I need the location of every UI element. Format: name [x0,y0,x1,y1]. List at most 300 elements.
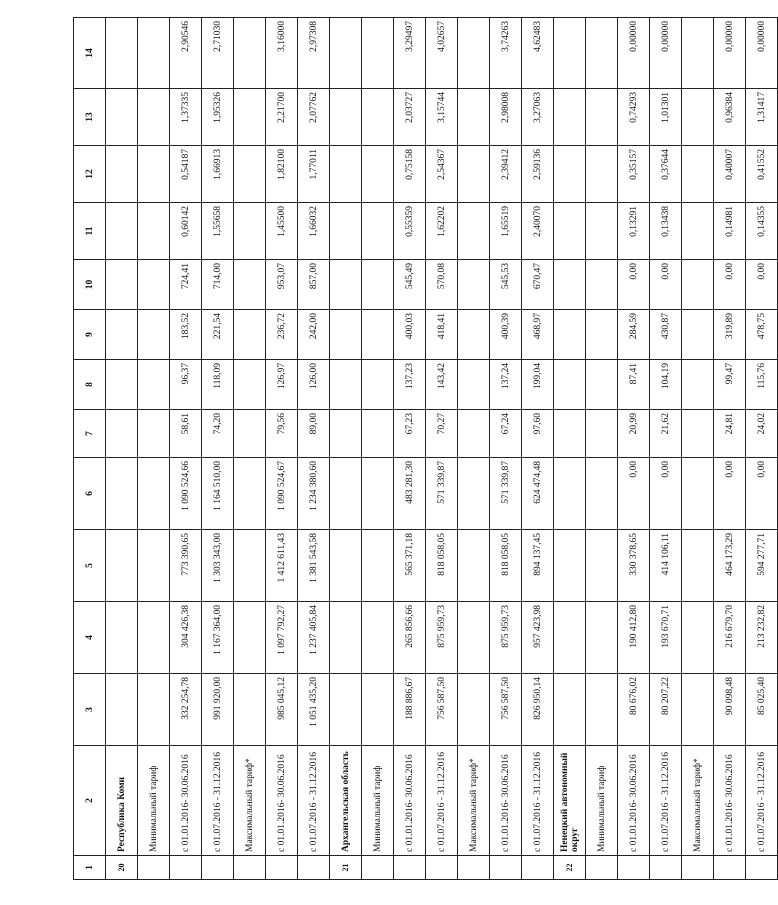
value-cell: 118,09 [202,360,234,410]
value-cell: 2,03727 [394,89,426,146]
value-cell: 1,95326 [202,89,234,146]
value-cell: 0,54187 [170,146,202,203]
empty-cell [586,203,618,260]
empty-cell [458,410,490,458]
column-number-header: 2 [74,746,106,856]
value-cell: 2,71030 [202,18,234,89]
empty-cell [362,18,394,89]
empty-cell [330,410,362,458]
empty-cell [330,18,362,89]
value-cell: 199,04 [522,360,554,410]
value-cell: 826 950,14 [522,674,554,746]
value-cell: 242,00 [298,310,330,360]
empty-cell [586,360,618,410]
empty-cell [234,260,266,310]
value-cell: 265 856,66 [394,602,426,674]
empty-cell [458,89,490,146]
value-cell: 468,97 [522,310,554,360]
empty-cell [586,146,618,203]
period-label: с 01.07.2016 - 31.12.2016 [650,746,682,856]
empty-cell [714,856,746,880]
empty-cell [362,458,394,530]
empty-cell [234,203,266,260]
value-cell: 2,54367 [426,146,458,203]
value-cell: 714,00 [202,260,234,310]
value-cell: 319,89 [714,310,746,360]
column-number-header: 8 [74,360,106,410]
tariff-type-row [458,18,490,880]
value-cell: 20,99 [618,410,650,458]
header-row [74,18,106,880]
value-cell: 284,59 [618,310,650,360]
empty-cell [330,203,362,260]
period-label: с 01.01.2016- 30.06.2016 [490,746,522,856]
value-cell: 0,00 [746,260,778,310]
value-cell: 1 237 405,84 [298,602,330,674]
tariff-type-row [682,18,714,880]
empty-cell [458,146,490,203]
empty-cell [586,260,618,310]
value-cell: 1 090 524,66 [170,458,202,530]
empty-cell [362,674,394,746]
value-cell: 991 920,00 [202,674,234,746]
empty-cell [138,602,170,674]
value-cell: 97,60 [522,410,554,458]
value-cell: 545,53 [490,260,522,310]
empty-cell [330,89,362,146]
value-cell: 1,66032 [298,203,330,260]
value-cell: 126,97 [266,360,298,410]
empty-cell [330,260,362,310]
value-cell: 183,52 [170,310,202,360]
value-cell: 400,03 [394,310,426,360]
empty-cell [458,360,490,410]
empty-cell [330,360,362,410]
empty-cell [106,458,138,530]
value-cell: 0,00000 [746,18,778,89]
period-label: с 01.07.2016 - 31.12.2016 [298,746,330,856]
value-cell: 2,90546 [170,18,202,89]
empty-cell [458,856,490,880]
column-number-header: 1 [74,856,106,880]
table-row [266,18,298,880]
column-number-header: 6 [74,458,106,530]
table-row [426,18,458,880]
empty-cell [682,260,714,310]
value-cell: 0,00000 [618,18,650,89]
empty-cell [554,146,586,203]
value-cell: 818 058,05 [426,530,458,602]
period-label: с 01.01.2016- 30.06.2016 [266,746,298,856]
empty-cell [106,18,138,89]
value-cell: 67,23 [394,410,426,458]
period-label: с 01.01.2016- 30.06.2016 [394,746,426,856]
value-cell: 953,07 [266,260,298,310]
tariff-type-label: Максимальный тариф* [682,746,714,856]
empty-cell [554,674,586,746]
value-cell: 724,41 [170,260,202,310]
value-cell: 1 303 343,00 [202,530,234,602]
value-cell: 1,82100 [266,146,298,203]
value-cell: 89,00 [298,410,330,458]
empty-cell [106,89,138,146]
empty-cell [234,530,266,602]
empty-cell [234,18,266,89]
value-cell: 0,55359 [394,203,426,260]
value-cell: 0,60142 [170,203,202,260]
value-cell: 87,41 [618,360,650,410]
value-cell: 1,77011 [298,146,330,203]
empty-cell [682,530,714,602]
value-cell: 4,02657 [426,18,458,89]
region-name: Архангельская область [330,746,362,856]
value-cell: 414 106,11 [650,530,682,602]
tariff-type-row [586,18,618,880]
tariff-type-label: Минимальный тариф [586,746,618,856]
empty-cell [682,602,714,674]
tariff-type-row [234,18,266,880]
empty-cell [330,674,362,746]
value-cell: 1,62202 [426,203,458,260]
value-cell: 957 423,98 [522,602,554,674]
empty-cell [682,203,714,260]
empty-cell [106,530,138,602]
table-row [298,18,330,880]
row-number: 22 [554,856,586,880]
empty-cell [362,410,394,458]
empty-cell [330,530,362,602]
row-number: 21 [330,856,362,880]
value-cell: 0,75158 [394,146,426,203]
value-cell: 24,81 [714,410,746,458]
empty-cell [298,856,330,880]
value-cell: 221,54 [202,310,234,360]
table-row [618,18,650,880]
empty-cell [554,458,586,530]
empty-cell [586,18,618,89]
value-cell: 0,96384 [714,89,746,146]
value-cell: 571 339,87 [426,458,458,530]
value-cell: 1,31417 [746,89,778,146]
empty-cell [682,856,714,880]
empty-cell [458,260,490,310]
tariff-type-label: Максимальный тариф* [234,746,266,856]
empty-cell [362,146,394,203]
value-cell: 0,00000 [650,18,682,89]
period-label: с 01.07.2016 - 31.12.2016 [746,746,778,856]
value-cell: 0,14981 [714,203,746,260]
empty-cell [682,360,714,410]
empty-cell [234,360,266,410]
empty-cell [458,18,490,89]
empty-cell [522,856,554,880]
value-cell: 2,39412 [490,146,522,203]
empty-cell [330,146,362,203]
empty-cell [106,360,138,410]
empty-cell [586,674,618,746]
value-cell: 1,66913 [202,146,234,203]
value-cell: 624 474,48 [522,458,554,530]
empty-cell [554,310,586,360]
value-cell: 545,49 [394,260,426,310]
empty-cell [138,203,170,260]
value-cell: 190 412,80 [618,602,650,674]
value-cell: 143,42 [426,360,458,410]
value-cell: 1 167 364,00 [202,602,234,674]
empty-cell [682,310,714,360]
value-cell: 483 281,30 [394,458,426,530]
value-cell: 2,07762 [298,89,330,146]
value-cell: 330 378,65 [618,530,650,602]
empty-cell [330,310,362,360]
value-cell: 332 254,78 [170,674,202,746]
empty-cell [458,602,490,674]
empty-cell [554,360,586,410]
empty-cell [554,602,586,674]
value-cell: 1 164 510,00 [202,458,234,530]
empty-cell [554,203,586,260]
empty-cell [234,310,266,360]
value-cell: 0,00 [650,260,682,310]
value-cell: 0,00 [746,458,778,530]
empty-cell [234,458,266,530]
empty-cell [554,410,586,458]
region-row [106,18,138,880]
empty-cell [362,260,394,310]
value-cell: 875 959,73 [490,602,522,674]
value-cell: 565 371,18 [394,530,426,602]
empty-cell [746,856,778,880]
empty-cell [138,674,170,746]
value-cell: 756 587,50 [426,674,458,746]
empty-cell [586,310,618,360]
value-cell: 85 025,40 [746,674,778,746]
period-label: с 01.07.2016 - 31.12.2016 [202,746,234,856]
value-cell: 0,13438 [650,203,682,260]
empty-cell [202,856,234,880]
column-number-header: 4 [74,602,106,674]
empty-cell [138,146,170,203]
empty-cell [554,18,586,89]
empty-cell [138,360,170,410]
value-cell: 0,00 [714,458,746,530]
empty-cell [682,18,714,89]
value-cell: 985 045,12 [266,674,298,746]
column-number-header: 13 [74,89,106,146]
empty-cell [234,602,266,674]
empty-cell [138,410,170,458]
empty-cell [362,203,394,260]
empty-cell [362,856,394,880]
value-cell: 0,14355 [746,203,778,260]
value-cell: 3,74263 [490,18,522,89]
tariff-type-row [138,18,170,880]
column-number-header: 10 [74,260,106,310]
value-cell: 137,23 [394,360,426,410]
value-cell: 571 339,87 [490,458,522,530]
empty-cell [458,458,490,530]
value-cell: 570,08 [426,260,458,310]
empty-cell [106,146,138,203]
value-cell: 99,47 [714,360,746,410]
column-number-header: 12 [74,146,106,203]
empty-cell [586,530,618,602]
tariff-type-label: Максимальный тариф* [458,746,490,856]
empty-cell [682,146,714,203]
region-row [554,18,586,880]
empty-cell [138,260,170,310]
value-cell: 2,98008 [490,89,522,146]
empty-cell [586,856,618,880]
value-cell: 70,27 [426,410,458,458]
empty-cell [138,310,170,360]
value-cell: 3,16000 [266,18,298,89]
value-cell: 193 670,71 [650,602,682,674]
value-cell: 2,21700 [266,89,298,146]
value-cell: 304 426,38 [170,602,202,674]
value-cell: 1,45500 [266,203,298,260]
value-cell: 21,62 [650,410,682,458]
value-cell: 74,20 [202,410,234,458]
empty-cell [586,89,618,146]
empty-cell [458,674,490,746]
value-cell: 670,47 [522,260,554,310]
table-body [106,18,778,880]
value-cell: 0,00 [618,458,650,530]
empty-cell [138,89,170,146]
value-cell: 3,15744 [426,89,458,146]
value-cell: 0,00 [618,260,650,310]
period-label: с 01.01.2016- 30.06.2016 [618,746,650,856]
column-number-header: 14 [74,18,106,89]
tariff-type-label: Минимальный тариф [138,746,170,856]
value-cell: 1,37335 [170,89,202,146]
table-row [394,18,426,880]
value-cell: 4,62483 [522,18,554,89]
column-number-header: 11 [74,203,106,260]
value-cell: 104,19 [650,360,682,410]
value-cell: 0,37644 [650,146,682,203]
value-cell: 79,56 [266,410,298,458]
empty-cell [234,89,266,146]
value-cell: 137,24 [490,360,522,410]
value-cell: 1 097 792,27 [266,602,298,674]
empty-cell [106,410,138,458]
value-cell: 894 137,45 [522,530,554,602]
value-cell: 2,97308 [298,18,330,89]
period-label: с 01.01.2016- 30.06.2016 [170,746,202,856]
empty-cell [138,856,170,880]
empty-cell [362,310,394,360]
empty-cell [138,530,170,602]
value-cell: 1 412 611,43 [266,530,298,602]
value-cell: 0,00 [714,260,746,310]
value-cell: 1 381 543,58 [298,530,330,602]
empty-cell [554,260,586,310]
value-cell: 0,13291 [618,203,650,260]
empty-cell [682,674,714,746]
value-cell: 430,87 [650,310,682,360]
value-cell: 2,59136 [522,146,554,203]
empty-cell [330,458,362,530]
region-name: Республика Коми [106,746,138,856]
empty-cell [106,674,138,746]
empty-cell [234,146,266,203]
empty-cell [554,530,586,602]
empty-cell [106,260,138,310]
empty-cell [458,530,490,602]
empty-cell [650,856,682,880]
value-cell: 594 277,71 [746,530,778,602]
region-row [330,18,362,880]
value-cell: 188 886,67 [394,674,426,746]
column-number-header: 9 [74,310,106,360]
empty-cell [554,89,586,146]
value-cell: 464 173,29 [714,530,746,602]
value-cell: 1,65519 [490,203,522,260]
empty-cell [426,856,458,880]
value-cell: 213 232,82 [746,602,778,674]
empty-cell [234,410,266,458]
value-cell: 818 058,05 [490,530,522,602]
value-cell: 126,00 [298,360,330,410]
empty-cell [330,602,362,674]
value-cell: 478,75 [746,310,778,360]
value-cell: 80 207,22 [650,674,682,746]
column-number-header: 5 [74,530,106,602]
value-cell: 1 090 524,67 [266,458,298,530]
column-number-header: 7 [74,410,106,458]
table-row [522,18,554,880]
value-cell: 0,40007 [714,146,746,203]
value-cell: 1 234 380,60 [298,458,330,530]
tariff-type-label: Минимальный тариф [362,746,394,856]
empty-cell [266,856,298,880]
table-row [746,18,778,880]
empty-cell [234,856,266,880]
value-cell: 773 390,65 [170,530,202,602]
value-cell: 1 051 435,20 [298,674,330,746]
value-cell: 0,00000 [714,18,746,89]
value-cell: 1,01301 [650,89,682,146]
table-row [650,18,682,880]
period-label: с 01.01.2016- 30.06.2016 [714,746,746,856]
value-cell: 0,74293 [618,89,650,146]
value-cell: 96,37 [170,360,202,410]
period-label: с 01.07.2016 - 31.12.2016 [522,746,554,856]
row-number: 20 [106,856,138,880]
value-cell: 3,27063 [522,89,554,146]
value-cell: 90 098,48 [714,674,746,746]
empty-cell [362,360,394,410]
empty-cell [682,458,714,530]
empty-cell [458,203,490,260]
empty-cell [170,856,202,880]
period-label: с 01.07.2016 - 31.12.2016 [426,746,458,856]
empty-cell [458,310,490,360]
empty-cell [234,674,266,746]
empty-cell [106,203,138,260]
value-cell: 3,29497 [394,18,426,89]
value-cell: 0,35157 [618,146,650,203]
value-cell: 857,00 [298,260,330,310]
region-name: Ненецкий автономный округ [554,746,586,856]
empty-cell [362,89,394,146]
value-cell: 2,40070 [522,203,554,260]
value-cell: 875 959,73 [426,602,458,674]
value-cell: 58,61 [170,410,202,458]
empty-cell [106,602,138,674]
